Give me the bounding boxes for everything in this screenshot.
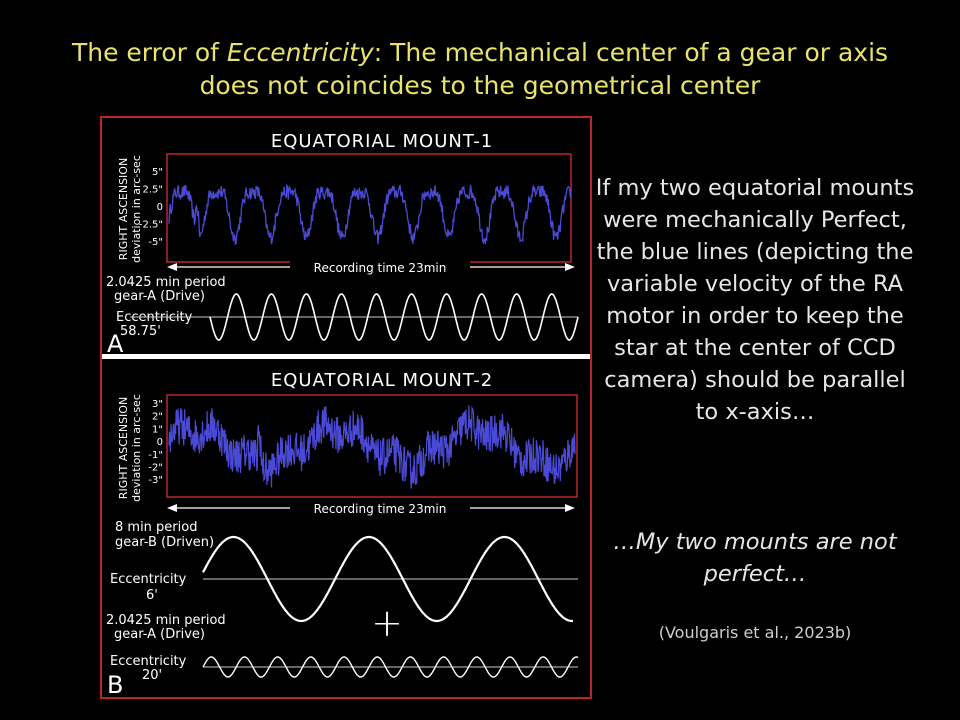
panel-b-plus: +: [371, 601, 403, 645]
panel-b-ecc-a-value: 20': [142, 668, 163, 683]
y-tick-label: -2.5": [138, 219, 163, 231]
panel-b-y-ticks: [148, 399, 163, 486]
panel-a-title: EQUATORIAL MOUNT-1: [270, 131, 494, 152]
panel-b-letter: B: [107, 671, 124, 699]
panel-b-ylabel-1: RIGHT ASCENSION: [117, 396, 130, 500]
slide-title-line-2: does not coincides to the geometrical center: [199, 71, 761, 100]
panel-b-ecc-b-value: 6': [146, 588, 158, 603]
y-tick-label: -1": [148, 449, 163, 461]
panel-a-letter: A: [107, 330, 124, 358]
panel-a-gear-a-name: gear-A (Drive): [114, 289, 205, 304]
panel-a-ylabel-2: deviation in arc-sec: [130, 155, 143, 263]
panel-b-ecc-a-label: Eccentricity: [110, 654, 187, 669]
panel-a-gear-a-period: 2.0425 min period: [106, 275, 226, 290]
y-tick-label: -5": [148, 237, 163, 248]
y-tick-label: 0: [156, 202, 163, 213]
panel-separator: [102, 354, 590, 359]
panel-a-ylabel-1: RIGHT ASCENSION: [117, 157, 130, 261]
panel-b-ylabel-2: deviation in arc-sec: [130, 394, 143, 502]
y-tick-label: -3": [148, 475, 163, 487]
y-tick-label: 0: [156, 437, 163, 449]
panel-b-xlabel: Recording time 23min: [313, 502, 447, 516]
conclusion-text: …My two mounts are not perfect…: [613, 529, 897, 587]
explanation-text: If my two equatorial mounts were mechanically Perfect, the blue lines (depicting the variable velocity of the RA motor in order to keep the star at the center of CCD camera) should be parallel to x-axis…: [595, 175, 915, 425]
panel-b-gear-a-period: 2.0425 min period: [106, 613, 226, 628]
panel-b-ecc-b-label: Eccentricity: [110, 572, 187, 587]
panel-b-gear-b-name: gear-B (Driven): [115, 535, 215, 550]
y-tick-label: 2.5": [142, 184, 163, 196]
y-tick-label: -2": [148, 462, 163, 474]
panel-b-gear-b-period: 8 min period: [115, 520, 198, 535]
panel-b-title: EQUATORIAL MOUNT-2: [270, 370, 494, 391]
panel-a-ecc-value: 58.75': [120, 324, 161, 339]
slide-title-line-1: The error of Eccentricity: The mechanical center of a gear or axis: [71, 38, 889, 67]
panel-a-xlabel: Recording time 23min: [313, 261, 447, 275]
slide-title: [0, 36, 960, 102]
title-emphasis: Eccentricity: [226, 38, 374, 67]
y-tick-label: 5": [152, 167, 163, 178]
eccentricity-figure: [100, 116, 592, 700]
y-tick-label: 2": [152, 411, 163, 423]
citation: (Voulgaris et al., 2023b): [658, 623, 852, 642]
y-tick-label: 1": [152, 424, 163, 436]
y-tick-label: 3": [152, 399, 163, 410]
panel-b-gear-a-name: gear-A (Drive): [114, 627, 205, 642]
panel-a-ecc-label: Eccentricity: [116, 310, 193, 325]
